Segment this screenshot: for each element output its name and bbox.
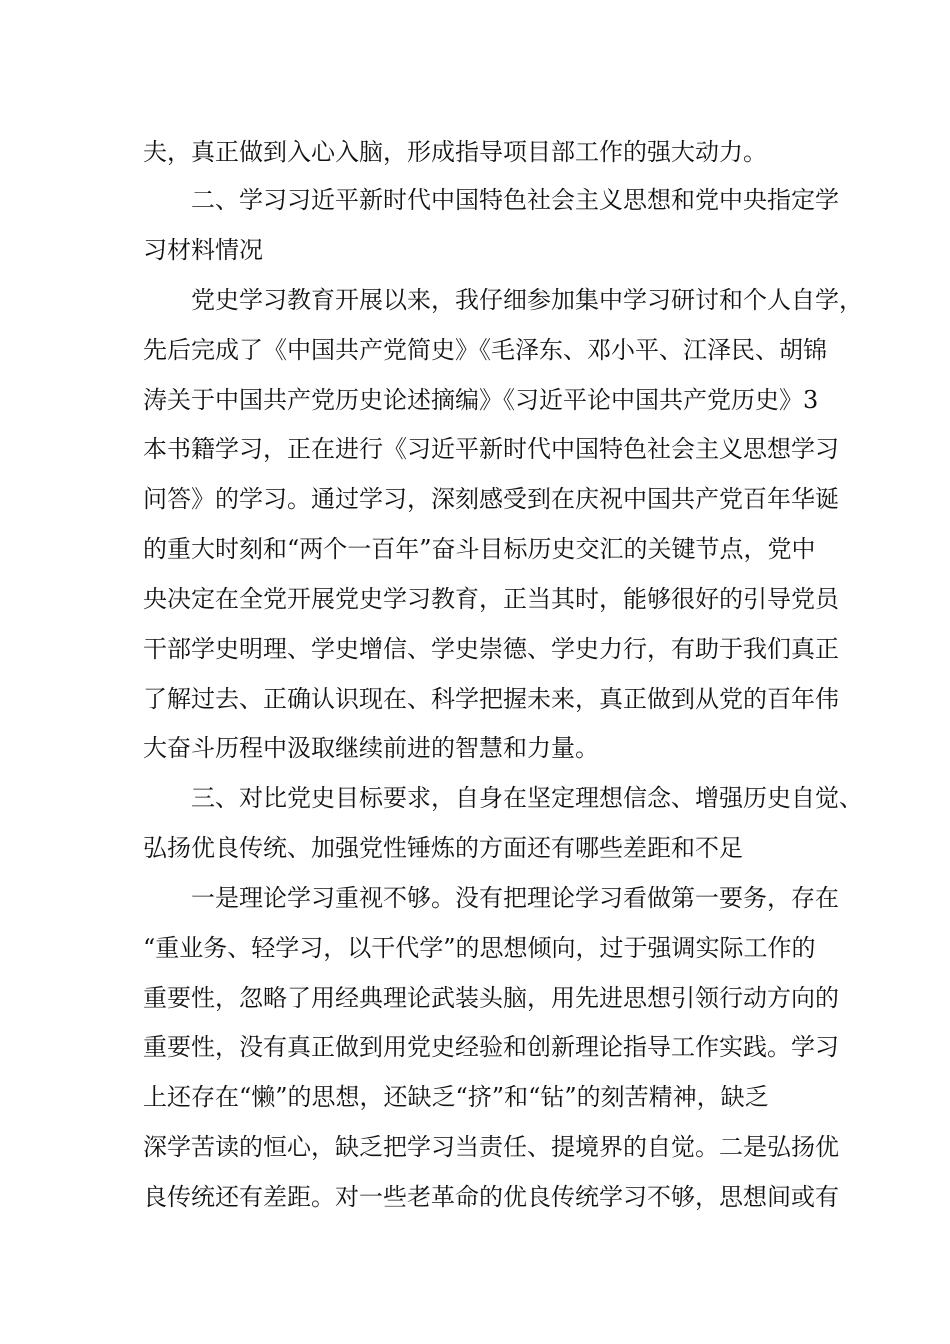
text-line: 涛关于中国共产党历史论述摘编》《习近平论中国共产党历史》3 [143, 386, 819, 414]
text-line: 的重大时刻和“两个一百年”奋斗目标历史交汇的关键节点，党中 [143, 535, 816, 563]
text-line: 央决定在全党开展党史学习教育，正当其时，能够很好的引导党员 [143, 585, 839, 613]
text-line: 党史学习教育开展以来，我仔细参加集中学习研讨和个人自学， [191, 286, 863, 314]
text-line: 问答》的学习。通过学习，深刻感受到在庆祝中国共产党百年华诞 [143, 485, 839, 513]
text-line: 本书籍学习，正在进行《习近平新时代中国特色社会主义思想学习 [143, 435, 839, 463]
text-line: 上还存在“懒”的思想，还缺乏“挤”和“钻”的刻苦精神，缺乏 [143, 1083, 769, 1111]
text-line: 重要性，忽略了用经典理论武装头脑，用先进思想引领行动方向的 [143, 984, 839, 1012]
text-line: 干部学史明理、学史增信、学史崇德、学史力行，有助于我们真正 [143, 635, 839, 663]
text-line: “重业务、轻学习，以干代学”的思想倾向，过于强调实际工作的 [143, 934, 816, 962]
text-line: 夫，真正做到入心入脑，形成指导项目部工作的强大动力。 [143, 138, 767, 166]
section-heading-line: 习材料情况 [143, 236, 263, 264]
text-line: 良传统还有差距。对一些老革命的优良传统学习不够，思想间或有 [143, 1183, 839, 1211]
text-line: 重要性，没有真正做到用党史经验和创新理论指导工作实践。学习 [143, 1033, 839, 1061]
text-line: 深学苦读的恒心，缺乏把学习当责任、提境界的自觉。二是弘扬优 [143, 1133, 839, 1161]
text-line: 一是理论学习重视不够。没有把理论学习看做第一要务，存在 [191, 884, 839, 912]
text-line: 了解过去、正确认识现在、科学把握未来，真正做到从党的百年伟 [143, 685, 839, 713]
text-line: 先后完成了《中国共产党简史》《毛泽东、邓小平、江泽民、胡锦 [143, 336, 827, 364]
text-line: 大奋斗历程中汲取继续前进的智慧和力量。 [143, 734, 599, 762]
section-heading-line: 二、学习习近平新时代中国特色社会主义思想和党中央指定学 [191, 186, 839, 214]
section-heading-line: 弘扬优良传统、加强党性锤炼的方面还有哪些差距和不足 [143, 834, 743, 862]
section-heading-line: 三、对比党史目标要求，自身在坚定理想信念、增强历史自觉、 [191, 784, 863, 812]
